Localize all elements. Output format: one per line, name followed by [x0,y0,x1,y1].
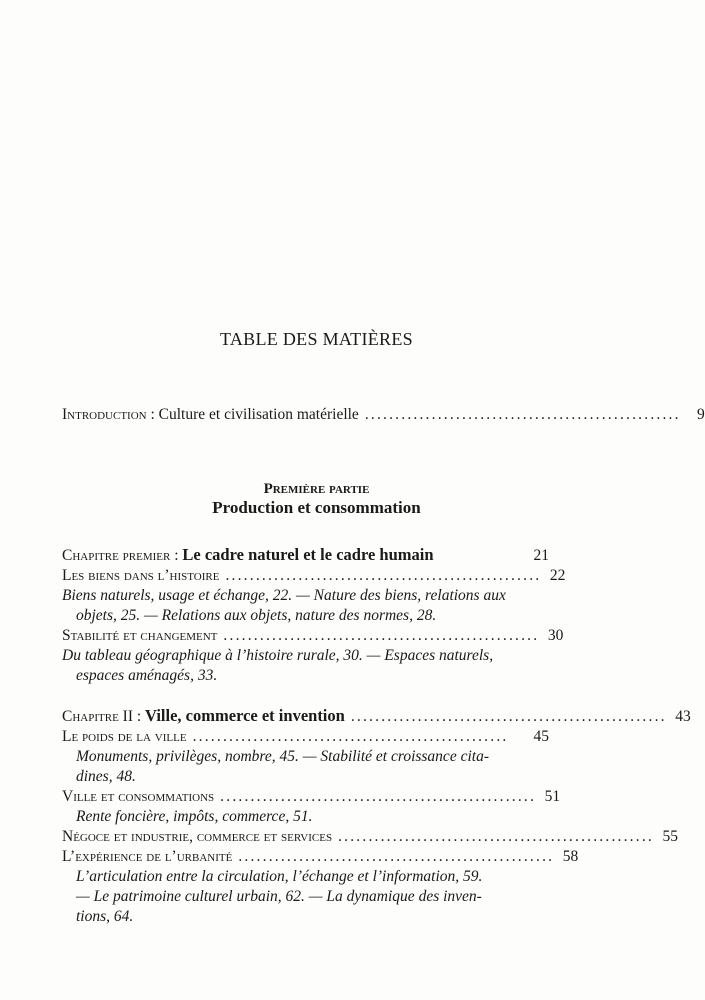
section-label: Les biens dans l’histoire [62,567,220,584]
page-number: 21 [533,547,549,564]
chapter-title: Le cadre naturel et le cadre humain [182,545,434,564]
leader-dots: .................................................... [220,788,537,805]
section-description: tions, 64. [76,908,134,925]
leader-dots: .................................................... [223,627,540,644]
toc-section [62,787,561,807]
section-description: Rente foncière, impôts, commerce, 51. [76,808,313,825]
toc-section [62,827,678,847]
chapter-prefix: Chapitre premier : [62,547,179,564]
leader-dots: .................................................... [238,848,555,865]
leader-dots: .................................................... [225,567,542,584]
leader-dots: .................................................... [338,828,654,845]
section-description: Du tableau géographique à l’histoire rurale, 30. — Espaces naturels, [62,647,494,664]
part-title: Production et consommation [212,498,421,517]
section-label: Ville et consommations [62,788,215,805]
section-description: Monuments, privilèges, nombre, 45. — Stabilité et croissance cita- [76,748,489,765]
section-description: objets, 25. — Relations aux objets, nature des normes, 28. [76,607,437,624]
toc-section [62,847,579,867]
leader-dots: .................................................... [350,708,667,725]
page-number: 22 [549,567,566,584]
toc-chapter-2 [62,706,691,927]
page-title: TABLE DES MATIÈRES [220,329,413,349]
section-label: L’expérience de l’urbanité [62,848,233,865]
section-description: dines, 48. [76,768,136,785]
intro-text: : Culture et civilisation matérielle [146,406,359,423]
page-number: 9 [696,406,705,423]
toc-section [62,727,549,747]
page-number: 55 [662,828,678,845]
toc-section [62,626,564,646]
section-label: Négoce et industrie, commerce et services [62,828,333,845]
toc-section [62,566,566,586]
section-label: Le poids de la ville [62,728,187,745]
section-description: espaces aménagés, 33. [76,667,218,684]
toc-chapter-1 [62,545,566,686]
page-number: 58 [562,848,579,865]
toc-entry-introduction [62,405,705,425]
section-description: L’articulation entre la circulation, l’échange et l’information, 59. [76,868,483,885]
page-number: 51 [544,788,561,805]
chapter-prefix: Chapitre II : [62,708,142,725]
page-number: 43 [675,708,691,725]
chapter-title: Ville, commerce et invention [145,706,345,725]
section-description: Biens naturels, usage et échange, 22. — Nature des biens, relations aux [62,587,506,604]
leader-dots: .................................................... [364,406,681,423]
page-number: 45 [533,728,549,745]
part-label: Première partie [263,481,370,497]
section-label: Stabilité et changement [62,627,218,644]
intro-label: Introduction [62,406,147,423]
section-description: — Le patrimoine culturel urbain, 62. — La dynamique des inven- [76,888,482,905]
page-number: 30 [547,627,564,644]
leader-dots: .................................................... [192,728,509,745]
